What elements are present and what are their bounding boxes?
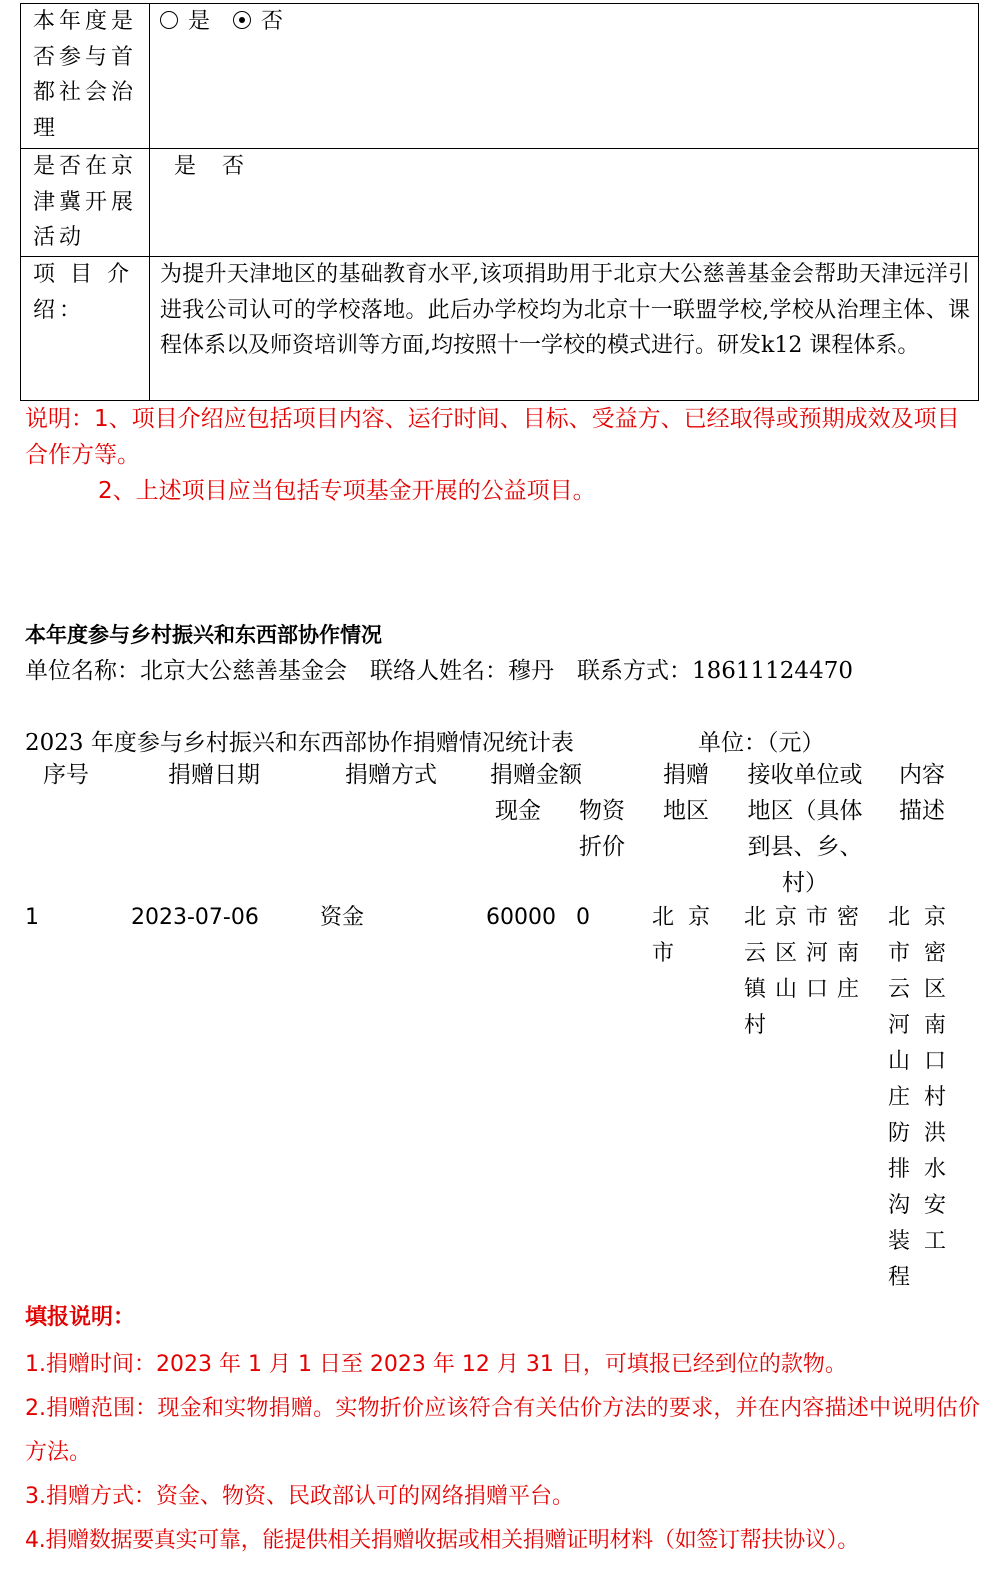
- char: 河: [806, 941, 829, 966]
- char: 市: [652, 941, 675, 966]
- char: 云: [744, 941, 767, 966]
- char: 市: [806, 905, 829, 930]
- radio-yes-icon[interactable]: [160, 11, 178, 29]
- cell-receiver: [744, 900, 868, 1044]
- notes-line-1: 说明：1、项目介绍应包括项目内容、运行时间、目标、受益方、已经取得或预期成效及项目合作方等。: [25, 406, 960, 468]
- header-desc: 内容描述: [899, 762, 945, 824]
- fill-notes-list: [25, 1343, 980, 1563]
- cell-cash: 60000: [486, 905, 556, 930]
- header-amount: 捐赠金额: [490, 762, 582, 788]
- char: 云: [888, 977, 911, 1002]
- char: 京: [688, 905, 711, 930]
- option-yes-label: 是: [188, 9, 211, 34]
- header-region: 捐赠地区: [663, 762, 709, 824]
- option-yes-label: 是: [174, 154, 197, 179]
- jingjinji-options: [150, 149, 979, 257]
- header-goods: 物资折价: [579, 798, 625, 860]
- char: 庄: [837, 977, 860, 1002]
- char: 水: [924, 1157, 947, 1182]
- header-seq: 序号: [43, 762, 89, 788]
- fill-note-3: 3.捐赠方式：资金、物资、民政部认可的网络捐赠平台。: [25, 1484, 574, 1509]
- stats-unit: 单位：（元）: [698, 730, 825, 756]
- header-method: 捐赠方式: [345, 762, 437, 788]
- char: 口: [924, 1049, 947, 1074]
- char: 密: [837, 905, 860, 930]
- project-info-table: [20, 3, 979, 401]
- capital-governance-options: [150, 4, 979, 149]
- header-cash: 现金: [495, 798, 541, 824]
- char: 京: [775, 905, 798, 930]
- cell-seq: 1: [25, 905, 39, 930]
- table-row: [21, 257, 979, 401]
- char: 口: [806, 977, 829, 1002]
- capital-governance-label: 本年度是否参与首都社会治理: [21, 4, 150, 149]
- cell-region: [652, 900, 724, 972]
- table-row: [21, 4, 979, 149]
- char: 山: [775, 977, 798, 1002]
- char: 装: [888, 1229, 911, 1254]
- option-no-label: 否: [261, 9, 284, 34]
- char: 庄: [888, 1085, 911, 1110]
- char: 河: [888, 1013, 911, 1038]
- cell-method: 资金: [320, 905, 365, 930]
- char: 区: [924, 977, 947, 1002]
- notes-line-2: 2、上述项目应当包括专项基金开展的公益项目。: [98, 478, 596, 504]
- cell-desc: [888, 900, 960, 1296]
- table-row: [21, 149, 979, 257]
- char: 防: [888, 1121, 911, 1146]
- fill-note-2: 2.捐赠范围：现金和实物捐赠。实物折价应该符合有关估价方法的要求，并在内容描述中说明估价方法。: [25, 1396, 980, 1465]
- char: 京: [924, 905, 947, 930]
- fill-note-4: 4.捐赠数据要真实可靠，能提供相关捐赠收据或相关捐赠证明材料（如签订帮扶协议）。: [25, 1528, 859, 1553]
- char: 工: [924, 1229, 947, 1254]
- char: 北: [744, 905, 767, 930]
- cell-goods: 0: [576, 905, 590, 930]
- char: 洪: [924, 1121, 947, 1146]
- char: 密: [924, 941, 947, 966]
- cell-date: 2023-07-06: [131, 905, 259, 930]
- char: 村: [924, 1085, 947, 1110]
- char: 排: [888, 1157, 911, 1182]
- header-receiver: 接收单位或地区（具体到县、乡、村）: [747, 762, 863, 896]
- section-title: 本年度参与乡村振兴和东西部协作情况: [25, 623, 382, 647]
- char: 南: [924, 1013, 947, 1038]
- project-intro-label: 项 目 介 绍：: [21, 257, 150, 401]
- char: 安: [924, 1193, 947, 1218]
- fill-note-1: 1.捐赠时间：2023 年 1 月 1 日至 2023 年 12 月 31 日，可填报已经到位的款物。: [25, 1352, 847, 1377]
- project-intro-text: 为提升天津地区的基础教育水平,该项捐助用于北京大公慈善基金会帮助天津远洋引进我公司认可的学校落地。此后办学校均为北京十一联盟学校,学校从治理主体、课程体系以及师资培训等方面,均按照十一学校的模式进行。研发k12 课程体系。: [150, 257, 979, 401]
- char: 山: [888, 1049, 911, 1074]
- char: 程: [888, 1265, 911, 1290]
- char: 沟: [888, 1193, 911, 1218]
- header-date: 捐赠日期: [168, 762, 260, 788]
- char: 北: [888, 905, 911, 930]
- char: 村: [744, 1013, 767, 1038]
- char: 市: [888, 941, 911, 966]
- option-no-label: 否: [222, 154, 245, 179]
- fill-notes-title: 填报说明：: [25, 1305, 136, 1330]
- char: 镇: [744, 977, 767, 1002]
- char: 区: [775, 941, 798, 966]
- char: 南: [837, 941, 860, 966]
- char: 北: [652, 905, 675, 930]
- stats-caption: 2023 年度参与乡村振兴和东西部协作捐赠情况统计表: [25, 730, 574, 756]
- radio-no-selected-icon[interactable]: [233, 11, 251, 29]
- unit-info-line: 单位名称：北京大公慈善基金会 联络人姓名：穆丹 联系方式：18611124470: [25, 658, 853, 684]
- jingjinji-label: 是否在京津冀开展活动: [21, 149, 150, 257]
